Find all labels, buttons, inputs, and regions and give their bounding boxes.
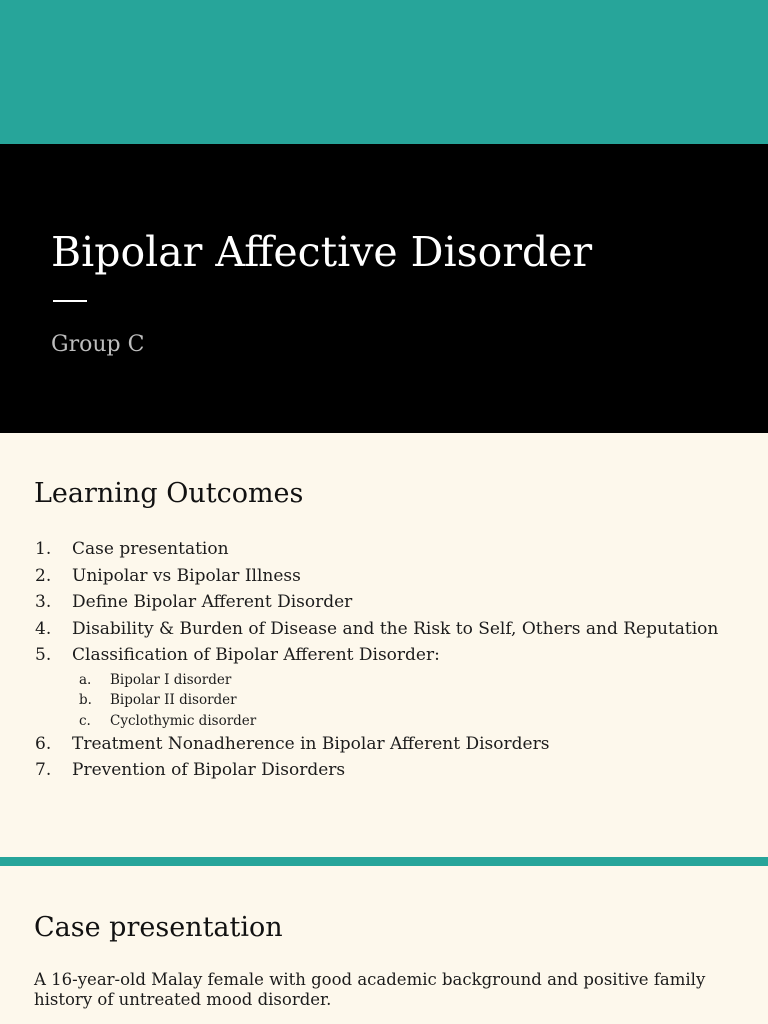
list-number: 7. [35, 760, 52, 781]
sub-list-letter: c. [79, 712, 91, 729]
list-item [35, 539, 755, 566]
list-item [35, 619, 755, 646]
list-item [35, 592, 755, 619]
list-item-text: Prevention of Bipolar Disorders [72, 760, 346, 781]
list-item-text: Disability & Burden of Disease and the Risk to Self, Others and Reputation [72, 618, 719, 639]
title-slide [0, 144, 768, 433]
sub-list-item [35, 713, 755, 734]
list-number: 3. [35, 592, 52, 612]
presentation-title: Bipolar Affective Disorder [51, 228, 593, 276]
sub-list-letter: a. [79, 671, 92, 688]
list-number: 1. [35, 539, 52, 559]
learning-outcomes-slide [0, 433, 768, 857]
sub-list-item-text: Cyclothymic disorder [110, 712, 257, 729]
case-presentation-slide [0, 866, 768, 1024]
case-presentation-body: A 16-year-old Malay female with good academic background and positive family history of untreated mood disorder. [34, 970, 706, 1009]
list-item [35, 734, 755, 761]
learning-outcomes-heading: Learning Outcomes [34, 478, 304, 509]
list-item-text: Treatment Nonadherence in Bipolar Afferent Disorders [72, 733, 550, 754]
sub-list-item [35, 672, 755, 693]
list-item-text: Unipolar vs Bipolar Illness [72, 565, 301, 586]
presentation-subtitle: Group C [51, 332, 145, 357]
list-item [35, 566, 755, 593]
list-item-text: Define Bipolar Afferent Disorder [72, 592, 353, 612]
sub-list-item-text: Bipolar II disorder [110, 692, 237, 709]
list-item-text: Case presentation [72, 539, 229, 559]
list-item-text: Classification of Bipolar Afferent Disorder: [72, 645, 440, 665]
header-accent-band [0, 0, 768, 144]
list-number: 4. [35, 618, 52, 639]
sub-list-item-text: Bipolar I disorder [110, 671, 232, 688]
title-dash-divider [53, 300, 87, 302]
case-presentation-heading: Case presentation [34, 912, 283, 943]
sub-list-letter: b. [79, 692, 92, 709]
list-item [35, 645, 755, 672]
sub-list-item [35, 692, 755, 713]
slide-divider [0, 857, 768, 866]
list-item [35, 760, 755, 787]
outcomes-list [35, 539, 755, 787]
list-number: 6. [35, 733, 52, 754]
list-number: 5. [35, 645, 52, 665]
list-number: 2. [35, 565, 52, 586]
